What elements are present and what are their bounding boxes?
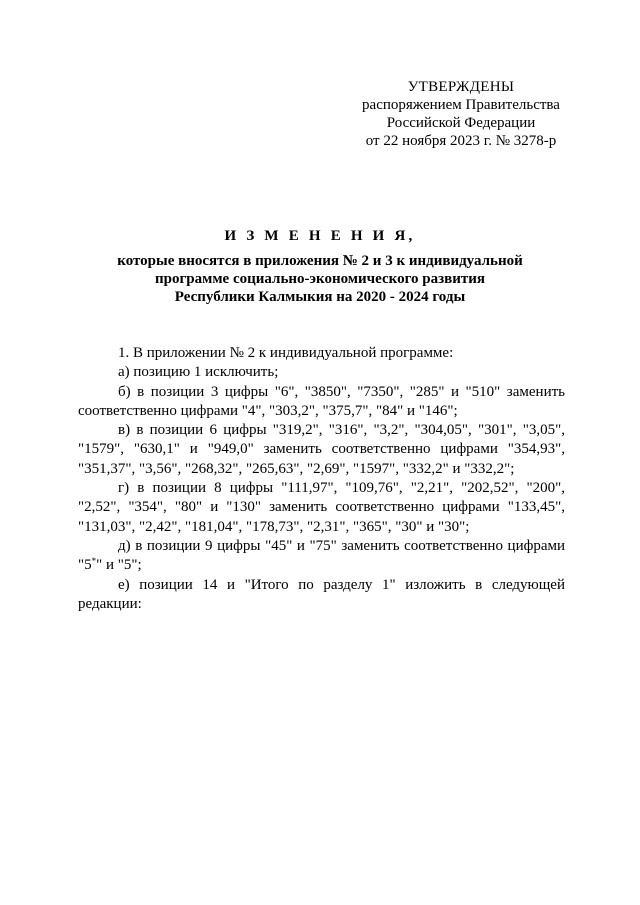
approval-line-3: от 22 ноября 2023 г. № 3278-р xyxy=(365,133,557,149)
approval-heading: УТВЕРЖДЕНЫ xyxy=(407,79,515,95)
document-subtitle-line-2: программе социально-экономического развития xyxy=(154,271,485,287)
approval-stamp xyxy=(330,78,592,150)
document-title-block xyxy=(60,227,580,306)
paragraph-a: а) позицию 1 исключить; xyxy=(118,364,279,381)
document-subtitle-line-3: Республики Калмыкия на 2020 - 2024 годы xyxy=(174,289,466,305)
document-body xyxy=(78,344,565,614)
paragraph-g: г) в позиции 8 цифры "111,97", "109,76", "2,21", "202,52", "200", "2,52", "354", "80" и "130" заменить соответственно цифрами "133,45", "131,03", "2,42", "181,04", "178,73", "2,31", "365", "30" и "30"; xyxy=(78,480,565,535)
paragraph-d-text: д) в позиции 9 цифры "45" и "75" заменить соответственно цифрами "5 xyxy=(78,537,565,574)
paragraph-v: в) в позиции 6 цифры "319,2", "316", "3,2", "304,05", "301", "3,05", "1579", "630,1" и "949,0" заменить соответственно цифрами "354,93", "351,37", "3,56", "268,32", "265,63", "2,69", "1597", "332,2" и "332,2"; xyxy=(78,422,565,477)
paragraph-e: е) позиции 14 и "Итого по разделу 1" изложить в следующей редакции: xyxy=(78,576,565,612)
footnote-marker: * xyxy=(91,556,97,567)
approval-line-2: Российской Федерации xyxy=(386,115,536,131)
document-title: И З М Е Н Е Н И Я, xyxy=(224,228,416,244)
approval-line-1: распоряжением Правительства xyxy=(362,97,560,113)
paragraph-d-tail: " и "5"; xyxy=(96,557,142,574)
document-subtitle-line-1: которые вносятся в приложения № 2 и 3 к индивидуальной xyxy=(117,253,523,269)
paragraph-d xyxy=(78,537,565,576)
paragraph-b: б) в позиции 3 цифры "6", "3850", "7350", "285" и "510" заменить соответственно цифрами "4", "303,2", "375,7", "84" и "146"; xyxy=(78,383,565,419)
paragraph-1: 1. В приложении № 2 к индивидуальной программе: xyxy=(118,345,454,361)
